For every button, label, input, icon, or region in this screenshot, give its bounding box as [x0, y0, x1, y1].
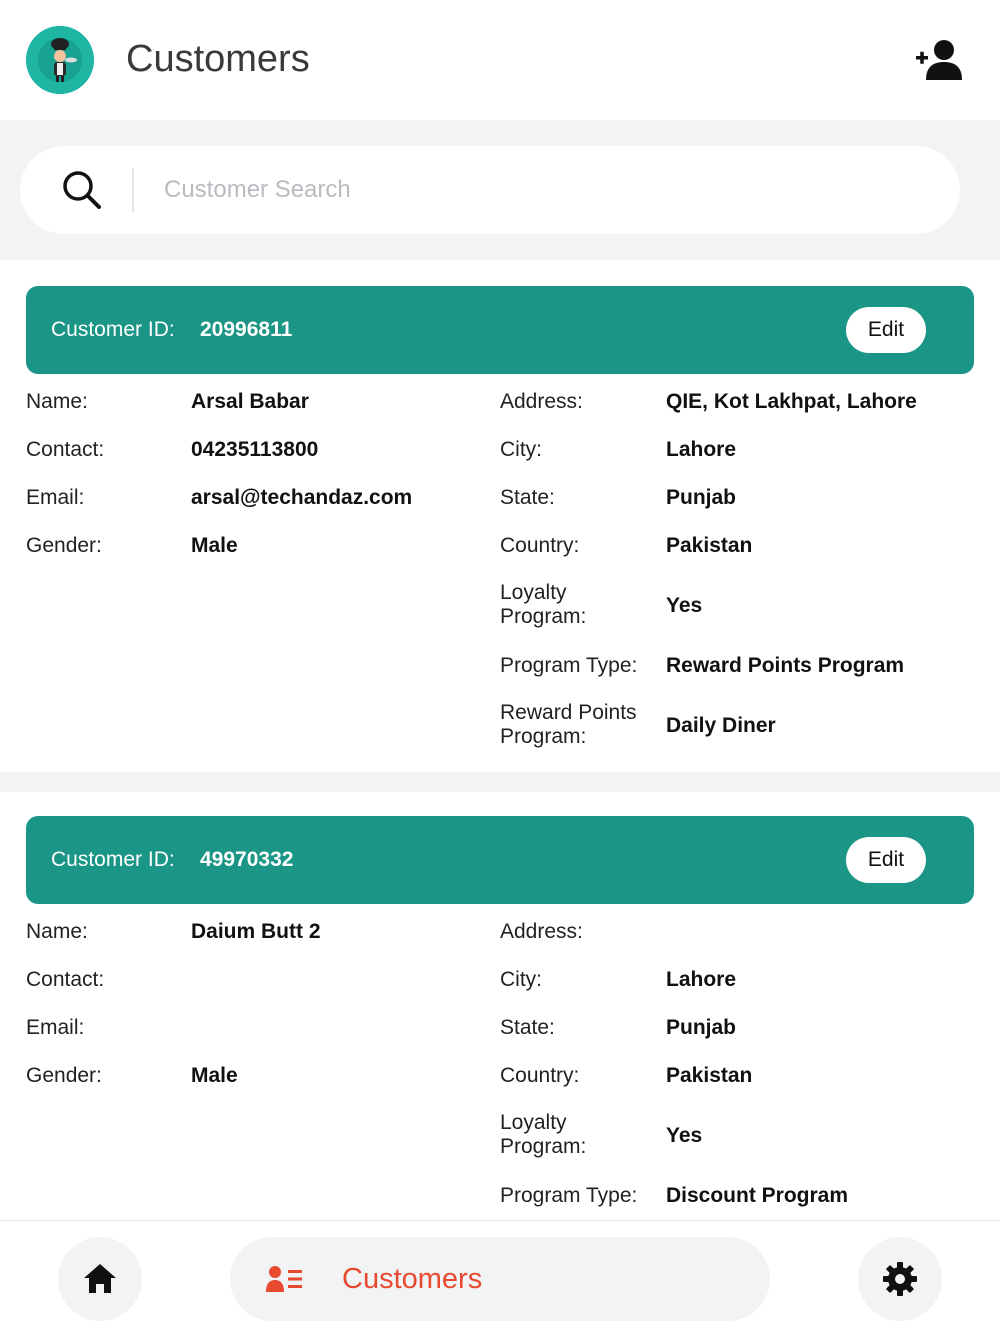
customer-card-header	[26, 286, 974, 374]
customer-id-label: Customer ID:	[51, 318, 175, 341]
contact-label: Contact:	[26, 438, 105, 461]
gender-label: Gender:	[26, 534, 102, 557]
state-label: State:	[500, 1016, 555, 1039]
app-header	[0, 0, 1000, 120]
customer-id-value: 49970332	[200, 848, 294, 871]
name-value: Arsal Babar	[191, 390, 309, 413]
city-label: City:	[500, 968, 542, 991]
program-type-value: Reward Points Program	[666, 654, 905, 677]
loyalty-program-label: Loyalty Program:	[500, 581, 587, 628]
name-label: Name:	[26, 390, 88, 413]
search-icon[interactable]	[60, 168, 104, 212]
edit-button[interactable]: Edit	[846, 837, 926, 883]
program-type-label: Program Type:	[500, 654, 638, 677]
state-value: Punjab	[666, 486, 737, 509]
address-label: Address:	[500, 390, 583, 413]
nav-home-button[interactable]	[58, 1237, 142, 1321]
country-value: Pakistan	[666, 534, 753, 557]
country-label: Country:	[500, 534, 580, 557]
page-title: Customers	[126, 38, 310, 80]
add-user-icon[interactable]	[914, 38, 966, 82]
state-value: Punjab	[666, 1016, 737, 1039]
contact-value: 04235113800	[191, 438, 319, 461]
customer-id-value: 20996811	[200, 318, 293, 341]
nav-settings-button[interactable]	[858, 1237, 942, 1321]
name-value: Daium Butt 2	[191, 920, 321, 943]
email-label: Email:	[26, 486, 85, 509]
loyalty-program-label: Loyalty Program:	[500, 1111, 587, 1158]
program-type-value: Discount Program	[666, 1184, 849, 1207]
edit-button[interactable]: Edit	[846, 307, 926, 353]
email-label: Email:	[26, 1016, 85, 1039]
customer-card-header	[26, 816, 974, 904]
city-value: Lahore	[666, 438, 737, 461]
reward-points-program-value: Daily Diner	[666, 714, 776, 737]
address-label: Address:	[500, 920, 583, 943]
customer-search-input[interactable]	[164, 166, 924, 214]
home-icon	[82, 1261, 118, 1297]
city-label: City:	[500, 438, 542, 461]
bottom-navigation	[0, 1220, 1000, 1334]
contact-label: Contact:	[26, 968, 105, 991]
card-separator	[0, 772, 1000, 792]
search-section	[0, 120, 1000, 260]
gear-icon	[882, 1261, 918, 1297]
customer-list-icon	[266, 1265, 304, 1293]
nav-customers-tab[interactable]	[230, 1237, 770, 1321]
customer-card	[0, 286, 1000, 772]
chef-avatar[interactable]	[26, 26, 94, 94]
loyalty-program-value: Yes	[666, 594, 703, 617]
gender-value: Male	[191, 534, 238, 557]
program-type-label: Program Type:	[500, 1184, 638, 1207]
address-value: QIE, Kot Lakhpat, Lahore	[666, 390, 917, 413]
country-label: Country:	[500, 1064, 580, 1087]
gender-value: Male	[191, 1064, 238, 1087]
gender-label: Gender:	[26, 1064, 102, 1087]
loyalty-program-value: Yes	[666, 1124, 703, 1147]
search-bar[interactable]	[20, 146, 960, 234]
search-divider	[132, 168, 134, 212]
state-label: State:	[500, 486, 555, 509]
country-value: Pakistan	[666, 1064, 753, 1087]
customer-id-label: Customer ID:	[51, 848, 175, 871]
city-value: Lahore	[666, 968, 737, 991]
nav-customers-label: Customers	[342, 1263, 483, 1295]
customer-card	[0, 816, 1000, 1220]
reward-points-program-label: Reward Points Program:	[500, 701, 637, 748]
email-value: arsal@techandaz.com	[191, 486, 413, 509]
name-label: Name:	[26, 920, 88, 943]
